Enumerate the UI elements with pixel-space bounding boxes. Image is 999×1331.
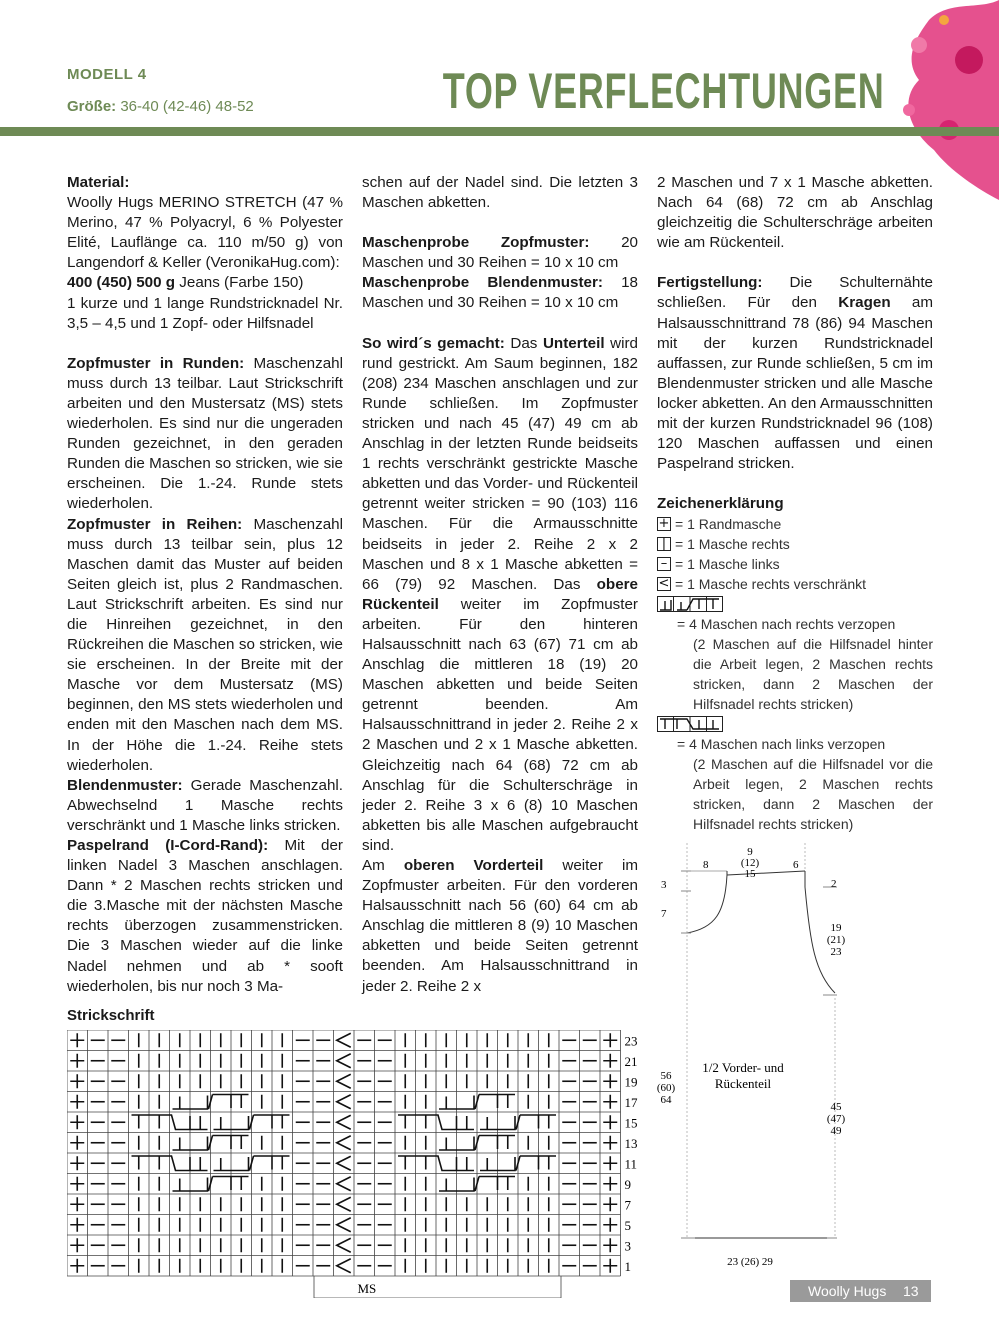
paragraph bbox=[657, 273, 933, 474]
paragraph-text: wird rund gestrickt. Am Saum beginnen, 182 (208) 234 Maschen anschlagen und zur Runde schließen. Im Zopfmuster stricken und nach 45 (47) 49 cm ab Anschlag in der letzten Runde beidseits 1 rechts verschränkt gestrickte Masche abketten und das Vorder- und Rückenteil getrennt weiter stricken = 90 (103) 116 Maschen. Für die Armausschnitte beidseits in jeder 2. Reihe 2 x 2 Maschen und 8 x 1 Masche abketten = 66 (79) 92 Maschen. Das bbox=[362, 334, 638, 593]
garment-schematic bbox=[655, 843, 855, 1273]
row-number: 9 bbox=[624, 1177, 631, 1192]
dim-bottom: 23 (26) 29 bbox=[727, 1256, 773, 1268]
legend-text: = 1 Randmasche bbox=[675, 516, 782, 533]
paragraph: schen auf der Nadel sind. Die letzten 3 Maschen abketten. bbox=[362, 174, 638, 212]
paragraph bbox=[67, 273, 343, 293]
dim-total-1: 56 bbox=[660, 1070, 672, 1082]
legend-title bbox=[657, 494, 933, 514]
chart-stitch bbox=[70, 1054, 84, 1068]
edge-stitch-icon: + bbox=[658, 516, 670, 532]
ms-bracket bbox=[314, 1276, 561, 1298]
chart-stitch bbox=[603, 1156, 617, 1170]
chart-stitch bbox=[603, 1095, 617, 1109]
chart-stitch bbox=[70, 1218, 84, 1232]
purl-stitch-icon: – bbox=[657, 557, 671, 571]
dim-top-right: 6 bbox=[793, 859, 799, 871]
paragraph bbox=[362, 856, 638, 997]
text-column-1 bbox=[67, 173, 343, 997]
dim-armhole-1: 19 bbox=[830, 922, 842, 934]
size-value: 36-40 (42-46) 48-52 bbox=[116, 98, 254, 115]
yarn-color: Jeans (Farbe 150) bbox=[175, 274, 304, 292]
paragraph-text: 18 Maschen und 30 Reihen = 10 x 10 cm bbox=[362, 274, 638, 312]
row-number: 19 bbox=[624, 1074, 638, 1090]
chart-title: Strickschrift bbox=[67, 1007, 155, 1024]
chart-stitch bbox=[603, 1218, 617, 1232]
emphasis: Unterteil bbox=[542, 334, 605, 352]
chart-stitch bbox=[603, 1054, 617, 1068]
chart-stitch bbox=[337, 1115, 351, 1129]
chart-stitch bbox=[603, 1033, 617, 1047]
paragraph bbox=[67, 776, 343, 836]
schematic-label-1: 1/2 Vorder- und bbox=[702, 1060, 784, 1075]
row-number: 5 bbox=[624, 1218, 631, 1233]
heading: Paspelrand (I-Cord-Rand): bbox=[67, 837, 269, 854]
chart-stitch bbox=[337, 1156, 351, 1170]
ms-label: MS bbox=[357, 1281, 377, 1296]
row-number: 23 bbox=[624, 1033, 638, 1049]
chart-stitch bbox=[603, 1238, 617, 1252]
knit-stitch-icon: | bbox=[657, 537, 671, 551]
schematic-label-2: Rückenteil bbox=[714, 1076, 772, 1091]
legend-item bbox=[657, 534, 933, 554]
paragraph-text: weiter im Zopfmuster arbeiten. Für den hinteren Halsausschnitt nach 63 (67) 71 cm ab Anschlag die mittleren 18 (19) 20 Maschen abketten und beide Seiten getrennt beenden. Am Halsausschnittrand in jeder 2. Reihe 2 x 2 Maschen und 2 x 1 Masche abketten. Gleichzeitig nach 64 (68) 72 cm ab Anschlag für die Schulterschräge in jeder 2. Reihe 3 x 6 (8) 10 Maschen abketten bis alle Maschen aufgebraucht sind. bbox=[362, 595, 638, 854]
dim-armhole-3: 23 bbox=[830, 946, 842, 958]
paragraph bbox=[362, 334, 638, 856]
paragraph bbox=[67, 515, 343, 776]
dim-body-3: 49 bbox=[830, 1125, 842, 1137]
paragraph-text: weiter im Zopfmuster arbeiten. Für den vorderen Halsausschnitt nach 56 (60) 64 cm ab Anschlag die mittleren 8 (9) 10 Maschen abketten und beide Seiten getrennt beenden. Am Halsausschnittrand in jeder 2. Reihe 2 x bbox=[362, 857, 638, 995]
paragraph bbox=[362, 273, 638, 313]
dim-right-2: 2 bbox=[831, 878, 837, 890]
paragraph bbox=[67, 173, 343, 193]
header-rule bbox=[0, 127, 999, 136]
knitting-chart bbox=[67, 1030, 667, 1298]
chart-stitch bbox=[337, 1054, 351, 1068]
heading: Blendenmuster: bbox=[67, 776, 183, 794]
paragraph: 1 kurze und 1 lange Rundstricknadel Nr. 3,5 – 4,5 und 1 Zopf- oder Hilfsnadel bbox=[67, 294, 343, 332]
paragraph-text: Am bbox=[362, 857, 404, 874]
row-number: 13 bbox=[624, 1136, 638, 1151]
chart-stitch bbox=[337, 1095, 351, 1109]
page-number: 13 bbox=[903, 1283, 919, 1299]
chart-stitch bbox=[603, 1259, 617, 1273]
row-number: 1 bbox=[624, 1259, 631, 1274]
heading: Zopfmuster in Runden: bbox=[67, 354, 245, 372]
chart-stitch bbox=[603, 1197, 617, 1211]
size-label: Größe: bbox=[67, 98, 117, 115]
chart-stitch bbox=[337, 1074, 351, 1088]
paragraph bbox=[67, 354, 343, 515]
dim-body-1: 45 bbox=[830, 1101, 842, 1113]
legend-item bbox=[657, 554, 933, 574]
chart-stitch bbox=[603, 1136, 617, 1150]
chart-stitch bbox=[337, 1136, 351, 1150]
cable-left-icon bbox=[657, 716, 723, 732]
chart-stitch bbox=[70, 1136, 84, 1150]
legend-text: = 4 Maschen nach links verzopen bbox=[677, 736, 886, 753]
chart-stitch bbox=[337, 1238, 351, 1252]
footer-badge bbox=[790, 1280, 931, 1302]
chart-stitch bbox=[70, 1238, 84, 1252]
legend-item bbox=[657, 574, 933, 594]
heading: So wird´s gemacht: bbox=[362, 334, 505, 352]
paragraph: 2 Maschen und 7 x 1 Masche abketten. Nach 64 (68) 72 cm ab Anschlag gleichzeitig die Schulterschräge arbeiten wie am Rückenteil. bbox=[657, 174, 933, 252]
chart-stitch bbox=[70, 1115, 84, 1129]
emphasis: oberen Vorderteil bbox=[403, 857, 544, 874]
yarn-amount: 400 (450) 500 g bbox=[67, 274, 176, 292]
row-number: 17 bbox=[624, 1095, 638, 1110]
heading: Maschenprobe Zopfmuster: bbox=[362, 234, 590, 252]
dim-top-mid-3: 15 bbox=[744, 868, 756, 880]
row-number: 3 bbox=[624, 1238, 631, 1254]
chart-stitch bbox=[70, 1033, 84, 1047]
dim-body-2: (47) bbox=[826, 1113, 846, 1125]
chart-stitch bbox=[337, 1177, 351, 1191]
text-column-3 bbox=[657, 173, 933, 834]
chart-stitch bbox=[337, 1259, 351, 1273]
legend-item bbox=[657, 594, 933, 614]
chart-stitch bbox=[337, 1197, 351, 1211]
chart-stitch bbox=[337, 1218, 351, 1232]
chart-stitch bbox=[70, 1177, 84, 1191]
heading: Maschenprobe Blendenmuster: bbox=[362, 274, 603, 292]
legend-item bbox=[657, 514, 933, 534]
paragraph bbox=[67, 836, 343, 997]
emphasis: obere Rückenteil bbox=[362, 575, 638, 613]
legend-text: = 1 Masche links bbox=[675, 556, 780, 573]
page-title: TOP VERFLECHTUNGEN bbox=[442, 63, 884, 119]
row-number: 11 bbox=[624, 1156, 638, 1172]
legend-text: (2 Maschen auf die Hilfsnadel hinter die Arbeit legen, 2 Maschen rechts stricken, dann 2 Maschen der Hilfsnadel rechts stricken) bbox=[693, 636, 933, 713]
paragraph-text: Das bbox=[504, 334, 543, 352]
dim-left-7: 7 bbox=[661, 908, 667, 920]
dim-top-mid-1: 9 bbox=[747, 846, 753, 858]
heading: Zopfmuster in Reihen: bbox=[67, 515, 243, 533]
footer-brand: Woolly Hugs bbox=[808, 1283, 887, 1299]
legend-item bbox=[657, 714, 933, 734]
dim-left-3: 3 bbox=[661, 879, 667, 891]
size-line bbox=[67, 98, 254, 115]
paragraph-text: am Halsausschnittrand 78 (86) 94 Maschen mit der kurzen Rundstricknadel auffassen, zur Runde schließen, 5 cm im Blendenmuster stricken und alle Masche locker abketten. An den Armausschnitten mit der kurzen Rundstricknadel 96 (108) 120 Maschen auffassen und einen Paspelrand stricken. bbox=[657, 294, 933, 473]
paragraph bbox=[362, 233, 638, 273]
chart-stitch bbox=[70, 1156, 84, 1170]
dim-top-mid-2: (12) bbox=[740, 857, 760, 869]
dim-total-3: 64 bbox=[660, 1094, 672, 1106]
row-number: 15 bbox=[624, 1115, 638, 1131]
model-label: MODELL 4 bbox=[67, 66, 147, 83]
dim-total-2: (60) bbox=[656, 1082, 676, 1094]
emphasis: Kragen bbox=[838, 294, 891, 312]
heading: Fertigstellung: bbox=[657, 274, 763, 292]
twisted-stitch-icon: < bbox=[658, 576, 670, 592]
legend-text: = 1 Masche rechts bbox=[675, 536, 790, 553]
heading-material: Material: bbox=[67, 174, 130, 191]
paragraph-text: Die Schulternähte schließen. Für den bbox=[657, 274, 933, 312]
chart-stitch bbox=[603, 1177, 617, 1191]
chart-stitch bbox=[70, 1197, 84, 1211]
chart-stitch bbox=[70, 1259, 84, 1273]
cable-right-icon bbox=[657, 596, 723, 612]
legend-text: = 4 Maschen nach rechts verzopen bbox=[677, 616, 896, 633]
chart-stitch bbox=[70, 1095, 84, 1109]
paragraph-text: Mit der linken Nadel 3 Maschen anschlagen. Dann * 2 Maschen rechts stricken und die 3.Masche mit der nächsten Masche rechts überzogen zusammenstricken. Die 3 Maschen wieder auf die linke Nadel nehmen und ab * sooft wiederholen, bis nur noch 3 Ma- bbox=[67, 837, 343, 995]
chart-stitch bbox=[337, 1033, 351, 1047]
paragraph-text: Maschenzahl muss durch 13 teilbar sein, plus 12 Maschen damit das Muster auf beiden Seiten gleich ist, plus 2 Randmaschen. Laut Strickschrift arbeiten. Es sind nur die Hinreihen gezeichnet, in den Rückreihen die Maschen so stricken, wie sie erscheinen. In der Breite mit der Masche vor dem Mustersatz (MS) beginnen, den MS stets wiederholen und enden mit den Maschen nach dem MS. In der Höhe die 1.-24. Reihe stets wiederholen. bbox=[67, 515, 343, 774]
row-number: 21 bbox=[624, 1054, 638, 1069]
chart-stitch bbox=[70, 1074, 84, 1088]
legend-heading: Zeichenerklärung bbox=[657, 495, 784, 513]
paragraph-text: 20 Maschen und 30 Reihen = 10 x 10 cm bbox=[362, 234, 638, 272]
paragraph-text: Gerade Maschenzahl. Abwechselnd 1 Masche rechts verschränkt und 1 Masche links stricken. bbox=[67, 776, 343, 834]
legend-text: = 1 Masche rechts verschränkt bbox=[675, 576, 867, 593]
legend-text: (2 Maschen auf die Hilfsnadel vor die Arbeit legen, 2 Maschen rechts stricken, dann 2 Maschen der Hilfsnadel rechts stricken) bbox=[693, 756, 933, 833]
ink-splash-decoration bbox=[889, 0, 999, 200]
paragraph-text: Maschenzahl muss durch 13 teilbar. Laut Strickschrift arbeiten und den Mustersatz (MS) stets wiederholen. Es sind nur die ungeraden Runden gezeichnet, in den geraden Runden die Maschen so stricken, wie sie erscheinen. Die 1.-24. Runde stets wiederholen. bbox=[67, 354, 343, 513]
dim-armhole-2: (21) bbox=[826, 934, 846, 946]
chart-stitch bbox=[603, 1115, 617, 1129]
paragraph: Woolly Hugs MERINO STRETCH (47 % Merino, 47 % Polyacryl, 6 % Polyester Elité, Lauflänge ca. 110 m/50 g) von Langendorf & Keller (VeronikaHug.com): bbox=[67, 194, 343, 272]
dim-top-left: 8 bbox=[703, 859, 709, 871]
row-number: 7 bbox=[624, 1197, 631, 1213]
chart-stitch bbox=[603, 1074, 617, 1088]
text-column-2 bbox=[362, 173, 638, 997]
